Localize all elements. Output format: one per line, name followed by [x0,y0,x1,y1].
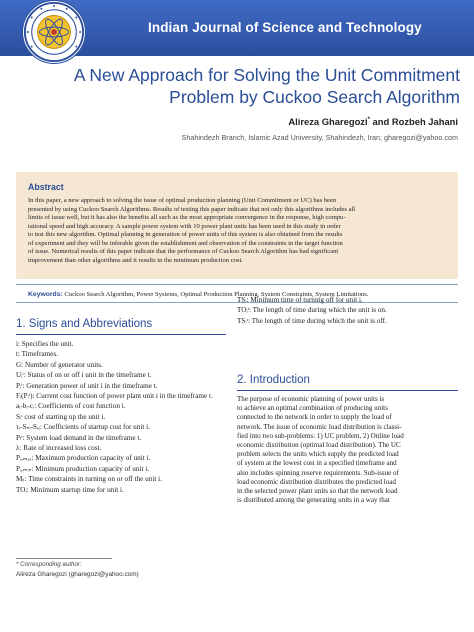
section-heading-introduction: 2. Introduction [237,374,310,386]
list-item: Pᵢ,ₘₐₓ: Maximum production capacity of unit i. [16,454,151,463]
corresponding-author-mark: * [367,116,370,123]
list-item: TOᵢ: Minimum startup time for unit i. [16,485,124,494]
list-item: t: Timeframes. [16,350,58,359]
list-item: Uᵢᵗ: Status of on or off i unit in the timeframe t. [16,371,152,380]
abstract-line: In this paper, a new approach to solving the issue of optimal production planning (Unit Commitment or UC) has been [28,197,337,204]
list-item: Pᵢᵗ: Generation power of unit i in the timeframe t. [16,381,158,390]
text-line: fied into two sub-problems: 1) UC problem, 2) Online load [237,431,404,440]
text-line: problem selects the units which supply the predicted load [237,450,399,459]
section-heading-signs: 1. Signs and Abbreviations [16,318,153,330]
list-item: TOᵢᵗ: The length of time during which the unit is on. [237,306,387,315]
abstract-line: of issue. Numerical results of this paper indicate that the performance of Cuckoo Search Algorithm has had significant [28,248,339,255]
list-item: TSᵢᵗ: The length of time during which the unit is off. [237,316,387,325]
section-rule [16,334,226,335]
abstract-heading: Abstract [28,182,64,192]
author-name: and Rozbeh Jahani [369,116,458,127]
list-item: Mₜ: Time constraints in turning on or off the unit i. [16,475,162,484]
list-item: G: Number of generator units. [16,360,103,369]
abstract-line: presented by using Cuckoo Search Algorithms. Results of testing this paper indicate that not only this algorithms includes all [28,205,356,213]
author-list [288,116,458,127]
journal-seal-logo-icon [22,0,86,64]
keywords-label: Keywords: [28,291,63,298]
text-line: network. The issue of economic load distribution is classi- [237,422,402,431]
text-line: is distributed among the generating units in a way that [237,496,390,505]
section-rule [237,390,458,391]
article-title-line: A New Approach for Solving the Unit Commitment [73,65,460,85]
list-item: τᵢ-Sₙᵢ-Sₑᵢ: Coefficients of startup cost for unit i. [16,423,150,432]
list-item: λ: Rate of increased loss cost. [16,444,102,453]
affiliation: Shahindezh Branch, Islamic Azad University, Shahindezh, Iran; gharegozi@yahoo.com [181,133,458,142]
abbreviation-list [16,339,231,495]
abstract-line: improvement than other algorithms and it results in the minimum production cost. [28,256,243,264]
list-item: Sᵢᵗ cost of starting up the unit i. [16,412,106,421]
keywords-top-rule [16,284,458,285]
abstract-line: tational speed and high accuracy. A sample power system with 10 power plant units has been used in this study in order [28,222,341,230]
text-line: to achieve an optimal combination of producing units [237,404,388,413]
footnote-label: * Corresponding author: [16,561,82,568]
text-line: of system at the lowest cost in a specified timeframe and [237,459,397,468]
abstract-line: of experiment and they will be inferable given the establishment and observation of the constraints in the target function [28,239,343,247]
list-item: TSᵢ: Minimum time of turning off for unit i. [237,296,363,304]
abstract-line: limits of issue well, but it has also the benefits all such as the most appropriate convergence in the response, high compu- [28,214,346,221]
text-line: connected to the network in order to supply the load of [237,413,392,422]
article-title-line: Problem by Cuckoo Search Algorithm [169,87,460,107]
abstract-body [28,197,449,265]
list-item: aᵢ-bᵢ-cᵢ: Coefficients of cost function i. [16,402,126,411]
text-line: load economic distribution distributes the predicted load [237,477,396,486]
abbreviation-list-continued [237,295,462,326]
article-title [40,64,460,108]
journal-name: Indian Journal of Science and Technology [148,20,422,35]
abstract-line: to test this new algorithm. Optimal planning in generation of power units of this system is also obtained from the results [28,231,343,238]
text-line: The purpose of economic planning of power units is [237,395,385,403]
list-item: i: Specifies the unit. [16,340,74,348]
list-item: Pₗᵗ: System load demand in the timeframe t. [16,433,142,442]
keywords-text: Cuckoo Search Algorithm, Power Systems, Optimal Production Planning, System Constraints, System Limitations. [62,291,369,298]
list-item: Pᵢ,ₘᵢₙ: Minimum production capacity of unit i. [16,464,150,473]
introduction-body [237,395,459,505]
text-line: in the selected power plant units so that the network load [237,487,398,496]
author-name: Alireza Gharegozi [288,116,368,127]
footnote-author: Alireza Gharegozi (gharegozi@yahoo.com) [16,571,139,578]
list-item: Fᵢ(Pᵢᵗ): Current cost function of power plant unit i in the timeframe t. [16,392,213,401]
text-line: also includes spinning reserve requirements. Sub-issue of [237,468,399,477]
footnote-rule [16,558,112,559]
text-line: economic distribution (optimal load distribution). The UC [237,441,401,450]
